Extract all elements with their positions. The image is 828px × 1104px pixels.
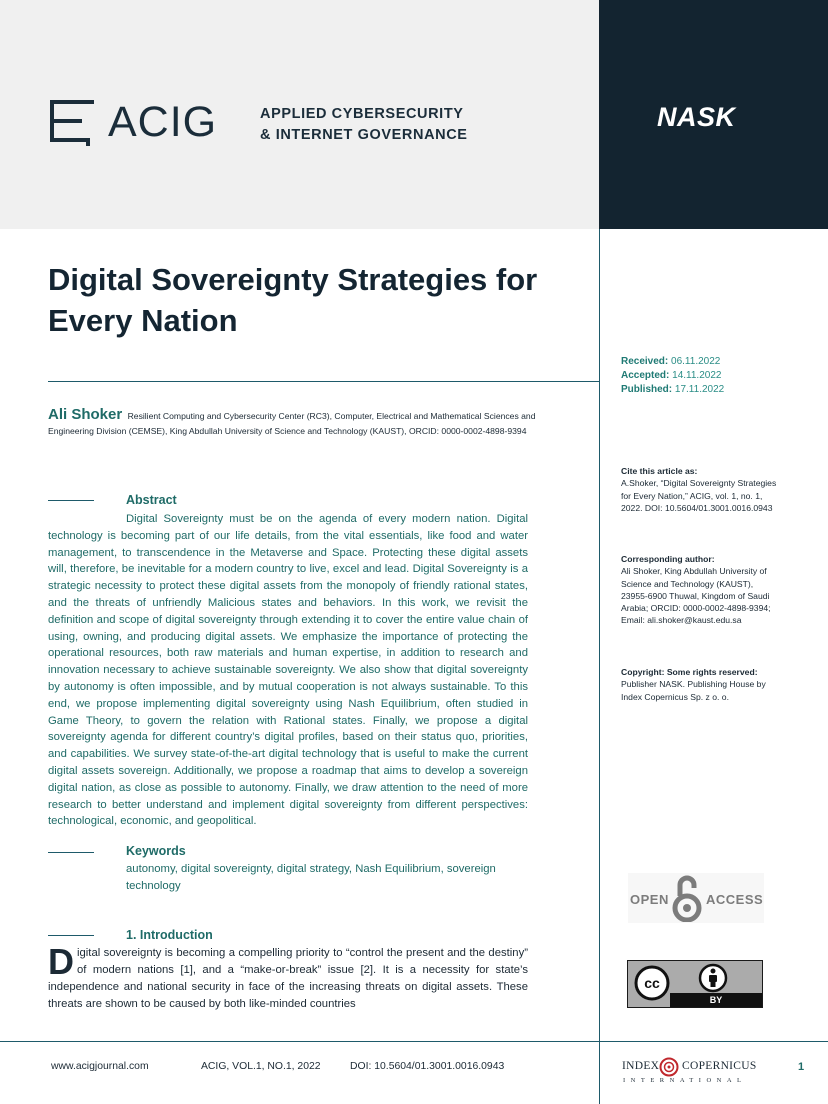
citation-block xyxy=(621,465,811,514)
open-access-right: ACCESS xyxy=(706,892,764,907)
open-access-left: OPEN xyxy=(630,892,669,907)
author-name: Ali Shoker xyxy=(48,406,123,423)
keywords-rule xyxy=(48,852,94,853)
nask-logo: NASK xyxy=(657,102,736,132)
open-access-badge xyxy=(628,873,764,923)
corresponding-text: Ali Shoker, King Abdullah University of Science and Technology (KAUST), 23955-6900 Thuwal, Kingdom of Saudi Arabia; ORCID: 0000-0002-4898-9394; Email: ali.shoker@kaust.edu.sa xyxy=(621,566,771,626)
article-title: Digital Sovereignty Strategies for Every Nation xyxy=(48,262,538,338)
journal-website-link[interactable]: www.acigjournal.com xyxy=(51,1061,149,1072)
published-label: Published: xyxy=(621,384,673,395)
page-number: 1 xyxy=(798,1061,805,1073)
journal-name-line1: APPLIED CYBERSECURITY xyxy=(260,106,464,122)
journal-logo-text: ACIG xyxy=(108,98,218,146)
drop-cap: D xyxy=(48,941,74,982)
footer-doi: DOI: 10.5604/01.3001.0016.0943 xyxy=(350,1061,505,1072)
journal-name-line2: & INTERNET GOVERNANCE xyxy=(260,127,468,143)
keywords-heading: Keywords xyxy=(126,844,186,858)
corresponding-label: Corresponding author: xyxy=(621,554,715,564)
abstract-rule xyxy=(48,500,94,501)
cite-text: A.Shoker, “Digital Sovereignty Strategies for Every Nation,” ACIG, vol. 1, no. 1, 2022. DOI: 10.5604/01.3001.0016.0943 xyxy=(621,478,777,513)
cc-by-license-badge[interactable] xyxy=(627,960,763,1008)
intro-rule xyxy=(48,935,94,936)
intro-heading: 1. Introduction xyxy=(126,928,213,942)
journal-full-name xyxy=(260,104,468,146)
received-date: 06.11.2022 xyxy=(671,356,721,367)
volume-info: ACIG, VOL.1, NO.1, 2022 xyxy=(201,1061,321,1072)
article-dates xyxy=(621,355,724,397)
author-block xyxy=(48,407,538,439)
open-lock-icon xyxy=(672,874,702,922)
index-copernicus-word-left: INDEX xyxy=(622,1060,660,1072)
cite-label: Cite this article as: xyxy=(621,466,698,476)
accepted-label: Accepted: xyxy=(621,370,670,381)
svg-text:cc: cc xyxy=(644,975,660,991)
accepted-date: 14.11.2022 xyxy=(672,370,722,381)
corresponding-author-block xyxy=(621,553,811,627)
copyright-label: Copyright: Some rights reserved: xyxy=(621,667,758,677)
acig-logo-icon xyxy=(50,100,100,146)
published-date: 17.11.2022 xyxy=(674,384,725,395)
title-divider xyxy=(48,381,600,382)
copyright-block xyxy=(621,666,811,703)
copyright-text: Publisher NASK. Publishing House by Index Copernicus Sp. z o. o. xyxy=(621,679,766,702)
cc-icon xyxy=(634,965,670,1001)
index-copernicus-logo-icon xyxy=(659,1057,679,1077)
author-affiliation: Resilient Computing and Cybersecurity Center (RC3), Computer, Electrical and Mathematical Sciences and Engineering Division (CEMSE), King Abdullah University of Science and Technology (KAUST), ORCID: 0000-0002-4898-9394 xyxy=(48,411,536,436)
abstract-heading: Abstract xyxy=(126,493,177,507)
intro-body: igital sovereignty is becoming a compelling priority to “control the present and the destiny” of modern nations [1], and a “make-or-break” issue [2]. It is a necessity for state’s independence and national security in face of the increasing threats on digital assets. These threats are shown to be caused by both like-minded countries xyxy=(48,947,528,1010)
column-divider xyxy=(599,229,600,1104)
received-label: Received: xyxy=(621,356,669,367)
keywords-text: autonomy, digital sovereignty, digital strategy, Nash Equilibrium, sovereign technology xyxy=(126,863,496,892)
index-copernicus-word-right: COPERNICUS xyxy=(682,1060,757,1072)
index-copernicus-international: INTERNATIONAL xyxy=(623,1077,747,1084)
cc-by-label: BY xyxy=(670,993,762,1007)
attribution-person-icon xyxy=(698,963,728,993)
intro-text xyxy=(48,941,528,1013)
footer-divider xyxy=(0,1041,828,1042)
abstract-text: Digital Sovereignty must be on the agenda of every modern nation. Digital technology is becoming part of our life details, from the vital essentials, like food and water management, to transcendence in the Metaverse and Space. Protecting these digital assets will, therefore, be inevitable for a modern country to live, excel and lead. Digital Sovereignty is a strategic necessity to protect these digital assets from the monopoly of friendly rational states, and the threats of unfriendly Malicious states and behaviors. In this work, we revisit the definition and scope of digital sovereignty through extending it to cover the entire value chain of using, owning, and producing digital assets. We emphasize the importance of protecting the operational resources, both raw materials and human expertise, in addition to research and innovation necessary to achieve sustainable sovereignty. We also show that digital sovereignty by autonomy is often impossible, and by mutual cooperation is not always sustainable. To this end, we propose implementing digital sovereignty using Nash Equilibrium, often studied in Game Theory, to govern the relation with Rational states. Finally, we propose a digital sovereignty agenda for different country’s digital profiles, based on their status quo, priorities, and capabilities. We survey state-of-the-art digital technology that is useful to make the current digital assets sovereign. Additionally, we propose a roadmap that aims to develop a sovereign digital nation, as close as possible to autonomy. Finally, we draw attention to the need of more research to better understand and implement digital sovereignty from different perspectives: technological, economic, and geopolitical. xyxy=(48,513,528,828)
